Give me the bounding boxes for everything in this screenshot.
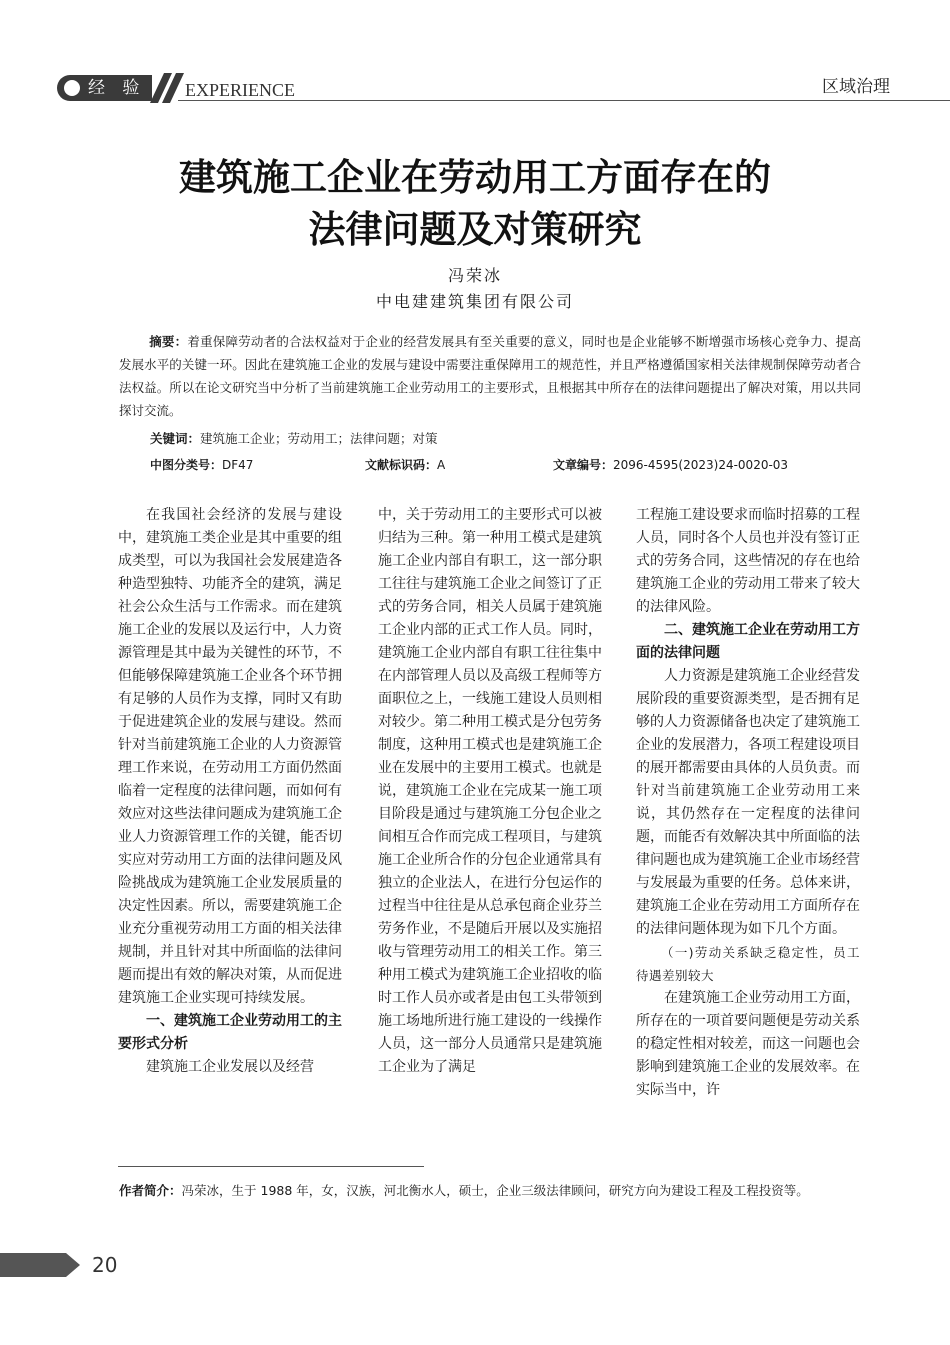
author-affiliation: 中电建建筑集团有限公司 [375,292,574,311]
section-label-en: EXPERIENCE [185,80,295,100]
paragraph: 在我国社会经济的发展与建设中，建筑施工类企业是其中重要的组成类型，可以为我国社会发展建造各种造型独特、功能齐全的建筑，满足社会公众生活与工作需求。而在建筑施工企业的发展以及运行中，人力资源管理是其中最为关键性的环节，不但能够保障建筑施工企业各个环节拥有足够的人员作为支撑，同时又有助于促进建筑企业的发展与建设。然而针对当前建筑施工企业的人力资源管理工作来说，在劳动用工方面仍然面临着一定程度的法律问题，而如何有效应对这些法律问题成为建筑施工企业人力资源管理工作的关键，能否切实应对劳动用工方面的法律问题及风险挑战成为建筑施工企业发展质量的决定性因素。所以，需要建筑施工企业充分重视劳动用工方面的相关法律规制，并且针对其中所面临的法律问题而提出有效的解决对策，从而促进建筑施工企业实现可持续发展。 [118,507,342,1006]
section-dot-icon [64,80,80,96]
section-label: 经 验 [88,78,146,98]
slash-decoration-icon [150,73,186,103]
clc-value: DF47 [222,458,254,472]
article-no-label: 文章编号： [553,458,614,472]
section-heading-1: 一、建筑施工企业劳动用工的主要形式分析 [118,1013,342,1052]
article-no-value: 2096-4595(2023)24-0020-03 [613,458,789,472]
article-number [553,454,788,476]
abstract [119,330,861,422]
article-title [0,152,950,256]
author-bio [119,1180,861,1202]
clc-label: 中图分类号： [150,458,223,472]
footnote-rule [118,1166,424,1167]
section-heading-2: 二、建筑施工企业在劳动用工方面的法律问题 [636,622,860,661]
body-column-3 [636,504,860,1102]
document-code [365,454,445,476]
author-bio-text: 冯荣冰，生于 1988 年，女，汉族，河北衡水人，硕士，企业三级法律顾问，研究方向为建设工程及工程投资等。 [181,1183,809,1198]
title-line-1: 建筑施工企业在劳动用工方面存在的 [179,156,771,199]
clc-number [150,454,253,476]
abstract-label: 摘要： [149,334,188,349]
keywords [150,428,438,450]
doc-value: A [437,458,446,472]
author-name: 冯荣冰 [447,266,502,285]
paragraph: 在建筑施工企业劳动用工方面，所存在的一项首要问题便是劳动关系的稳定性相对较差，而这一问题也会影响到建筑施工企业的发展效率。在实际当中，许 [636,990,860,1098]
category-label: 区域治理 [822,77,890,97]
keywords-text: 建筑施工企业；劳动用工；法律问题；对策 [200,431,438,446]
paragraph: 中，关于劳动用工的主要形式可以被归结为三种。第一种用工模式是建筑施工企业内部自有职工，这一部分职工往往与建筑施工企业之间签订了正式的劳务合同，相关人员属于建筑施工企业内部的正式工作人员。同时，建筑施工企业内部自有职工往往集中在内部管理人员以及高级工程师等方面职位之上，一线施工建设人员则相对较少。第二种用工模式是分包劳务制度，这种用工模式也是建筑施工企业在发展中的主要用工模式。也就是说，建筑施工企业在完成某一施工项目阶段是通过与建筑施工分包企业之间相互合作而完成工程项目，与建筑施工企业所合作的分包企业通常具有独立的企业法人，在进行分包运作的过程当中往往是从总承包商企业芬兰劳务作业，不是随后开展以及实施招收与管理劳动用工的相关工作。第三种用工模式为建筑施工企业招收的临时工作人员亦或者是由包工头带领到施工场地所进行施工建设的一线操作人员，这一部分人员通常只是建筑施工企业为了满足 [378,507,602,1075]
author-bio-label: 作者简介： [119,1183,182,1198]
paragraph: 人力资源是建筑施工企业经营发展阶段的重要资源类型，是否拥有足够的人力资源储备也决定了建筑施工企业的发展潜力，各项工程建设项目的展开都需要由具体的人员负责。而针对当前建筑施工企业劳动用工来说，其仍然存在一定程度的法律问题，而能否有效解决其中所面临的法律问题也成为建筑施工企业市场经营与发展最为重要的任务。总体来讲，建筑施工企业在劳动用工方面所存在的法律问题体现为如下几个方面。 [636,668,860,937]
body-column-2 [378,504,602,1079]
abstract-text: 着重保障劳动者的合法权益对于企业的经营发展具有至关重要的意义，同时也是企业能够不断增强市场核心竞争力、提高发展水平的关键一环。因此在建筑施工企业的发展与建设中需要注重保障用工的规范性，并且严格遵循国家相关法律规制保障劳动者合法权益。所以在论文研究当中分析了当前建筑施工企业劳动用工的主要形式，且根据其中所存在的法律问题提出了解决对策，用以共同探讨交流。 [119,334,861,418]
page-tab-icon [0,1253,80,1277]
page-number: 20 [92,1253,118,1277]
title-line-2: 法律问题及对策研究 [308,208,642,251]
paragraph: 建筑施工企业发展以及经营 [146,1059,314,1075]
subsection-heading-1: （一)劳动关系缺乏稳定性，员工待遇差别较大 [636,945,860,983]
doc-label: 文献标识码： [365,458,438,472]
keywords-label: 关键词： [150,431,201,446]
header-rule [178,100,950,101]
body-column-1 [118,504,342,1079]
paragraph: 工程施工建设要求而临时招募的工程人员，同时各个人员也并没有签订正式的劳务合同，这些情况的存在也给建筑施工企业的劳动用工带来了较大的法律风险。 [636,507,860,615]
